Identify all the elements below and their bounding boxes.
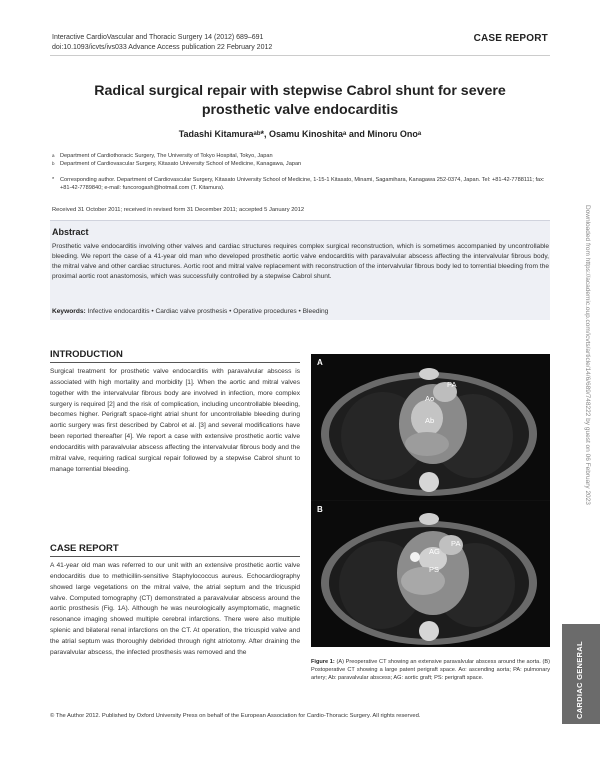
- doi-line: doi:10.1093/icvts/ivs033 Advance Access publication 22 February 2012: [52, 44, 273, 51]
- affiliation-mark: b: [52, 161, 55, 166]
- figure-caption: [311, 658, 550, 683]
- corresponding-mark: *: [52, 177, 55, 183]
- introduction-paragraph: Surgical treatment for prosthetic valve endocarditis with paravalvular abscess is associated with high mortality and morbidity [1]. When the aortic and mitral valves together with the intervalvular fibrous body are involved in infection, more complex surgery is required [2] and the risk of complication, including uncontrollable bleeding, becomes higher. Perigraft space-right atrial shunt for uncontrollable bleeding during aortic surgery was first described by Cabrol et al. [3] and several modifications have been reported thereafter [4]. We report a case with extensive prosthetic aortic valve endocarditis with paravalvular abscess affecting the intervalvular fibrous body and the mitral valve, requiring radical surgical repair followed by a stepwise Cabrol shunt to manage torrential bleeding.: [50, 368, 300, 473]
- affiliation-mark: a: [52, 153, 55, 158]
- annotation-ao: Ao: [425, 394, 435, 403]
- section-divider: [50, 556, 300, 557]
- affiliation-text: Department of Cardiovascular Surgery, Kitasato University School of Medicine, Kanagawa, Japan: [60, 161, 302, 167]
- ct-image-panel-a: [311, 354, 550, 500]
- abstract-text: Prosthetic valve endocarditis involving other valves and cardiac structures requires complex surgical reconstruction, which is sometimes accompanied by uncontrollable bleeding. We report the case of a 41-year old man who developed prosthetic aortic valve endocarditis with paravalvular abscess affecting the intervalvular fibrous body, the mitral valve and other cardiac structures. Aortic root and mitral valve replacement with reconstruction of the intervalvular fibrous body led to torrential bleeding from the proximal aortic root anastomosis, which was successfully controlled by a stepwise Cabrol shunt.: [52, 243, 549, 280]
- corresponding-text: Corresponding author. Department of Cardiovascular Surgery, Kitasato University School of Medicine, 1-15-1 Kitasato, Minami, Sagamihara, Kanagawa 252-0374, Japan. Tel: +81-42-7788111; fax: +81-42-7789840; e-mail: funcorogash@hotmail.com (T. Kitamura).: [60, 177, 545, 191]
- ct-scan-a: [311, 354, 550, 500]
- annotation-pa: PA: [451, 539, 461, 548]
- annotation-ps: PS: [429, 565, 440, 574]
- keywords-label: Keywords:: [52, 308, 86, 315]
- affiliation-a: [52, 152, 548, 160]
- journal-line: Interactive CardioVascular and Thoracic Surgery 14 (2012) 689–691: [52, 34, 264, 41]
- annotation-ag: AG: [429, 547, 440, 556]
- panel-label: B: [317, 505, 323, 514]
- received-dates: Received 31 October 2011; received in revised form 31 December 2011; accepted 5 January 2012: [52, 207, 305, 213]
- section-tab-label: CARDIAC GENERAL: [575, 641, 584, 719]
- case-report-paragraph: A 41-year old man was referred to our unit with an extensive prosthetic aortic valve endocarditis due to methicillin-sensitive Staphylococcus aureus. Echocardiography showed large vegetations on the mitral valve, the atrial septum and the tricuspid valve. Computed tomography (CT) demonstrated a paravalvular abscess around the aortic prosthesis (Fig. 1A). Although he was neurologically asymptomatic, magnetic resonance imaging showed multiple cerebral infarctions. There were also multiple splenic and bilateral renal infarctions on the CT. At operation, the tricuspid valve and the atrial septum was thoroughly debrided through right atriotomy. After draining the paravalvular abscess, the infected prosthesis was removed and the: [50, 562, 300, 656]
- section-label: CASE REPORT: [473, 33, 548, 44]
- download-notice-text: Downloaded from https://academic.oup.com/icvts/article/14/6/689/748222 by guest on 06 February 2023: [584, 205, 591, 505]
- download-notice: [583, 205, 591, 585]
- annotation-ab: Ab: [425, 416, 435, 425]
- figure-caption-label: Figure 1:: [311, 659, 335, 665]
- keywords: [52, 308, 328, 315]
- journal-header: [52, 33, 272, 53]
- keywords-list: Infective endocarditis • Cardiac valve prosthesis • Operative procedures • Bleeding: [87, 308, 329, 315]
- section-tab: [562, 624, 600, 724]
- section-divider: [50, 362, 300, 363]
- abstract-heading: Abstract: [52, 227, 89, 237]
- header-divider: [50, 55, 550, 56]
- affiliation-text: Department of Cardiothoracic Surgery, The University of Tokyo Hospital, Tokyo, Japan: [60, 153, 273, 159]
- figure-caption-text: (A) Preoperative CT showing an extensive paravalvular abscess around the aorta. (B) Postoperative CT showing a large patent perigraft space. Ao: ascending aorta; PA: pulmonary artery; Ab: paravalvular abscess; AG: aortic graft; PS: perigraft space.: [311, 659, 550, 682]
- copyright-footer: © The Author 2012. Published by Oxford University Press on behalf of the European Association for Cardio-Thoracic Surgery. All rights reserved.: [50, 713, 421, 719]
- case-report-heading: CASE REPORT: [50, 543, 119, 554]
- panel-label: A: [317, 358, 323, 367]
- introduction-heading: INTRODUCTION: [50, 349, 123, 360]
- annotation-pa: PA: [447, 380, 457, 389]
- ct-image-panel-b: [311, 501, 550, 647]
- affiliation-b: [52, 160, 548, 168]
- figure-1: [311, 354, 550, 647]
- corresponding-author: [52, 176, 548, 192]
- article-authors: Tadashi Kitamuraᵃᵇ*, Osamu Kinoshitaᵃ and Minoru Onoᵃ: [178, 129, 422, 139]
- article-title: Radical surgical repair with stepwise Cabrol shunt for severe prosthetic valve endocarditis: [94, 83, 506, 118]
- ct-scan-b: [311, 501, 550, 647]
